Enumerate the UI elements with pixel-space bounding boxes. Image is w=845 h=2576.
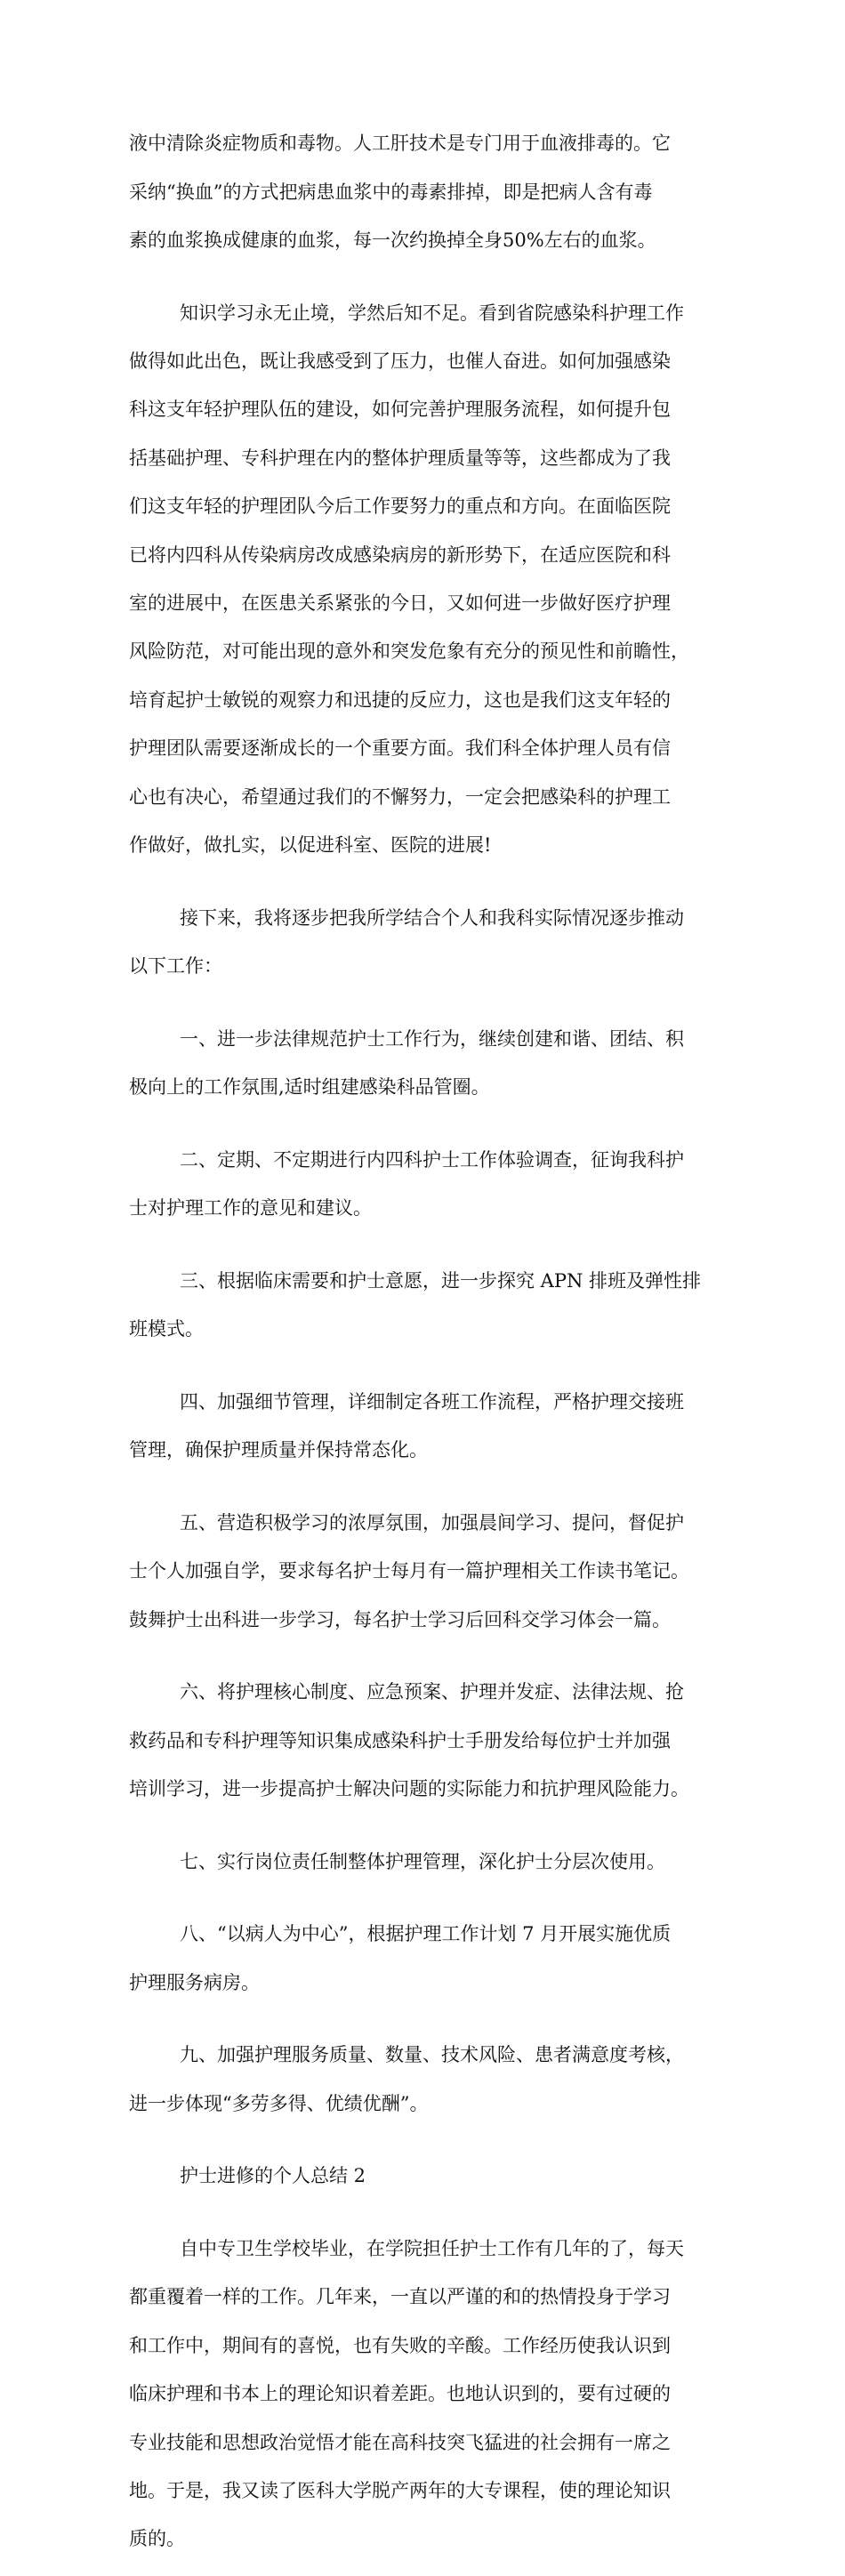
text-line: 护理服务病房。 <box>129 1971 260 1993</box>
text-line: 都重覆着一样的工作。几年来，一直以严谨的和的热情投身于学习 <box>129 2286 671 2308</box>
text-line: 以下工作： <box>129 955 222 978</box>
list-item-6 <box>129 1656 734 1825</box>
text-line: 和工作中，期间有的喜悦，也有失败的辛酸。工作经历使我认识到 <box>129 2334 671 2356</box>
text-line: 液中清除炎症物质和毒物。人工肝技术是专门用于血液排毒的。它 <box>129 133 671 155</box>
text-line: 培训学习，进一步提高护士解决问题的实际能力和抗护理风险能力。 <box>129 1778 689 1800</box>
paragraph-learning-reflection <box>129 277 734 881</box>
list-item-5 <box>129 1487 734 1656</box>
list-item-1 <box>129 1003 734 1124</box>
list-item-2 <box>129 1124 734 1245</box>
text-line: 临床护理和书本上的理论知识着差距。也地认识到的，要有过硬的 <box>129 2383 671 2405</box>
text-line: 们这支年轻的护理团队今后工作要努力的重点和方向。在面临医院 <box>129 495 671 518</box>
text-line: 九、加强护理服务质量、数量、技术风险、患者满意度考核， <box>180 2044 684 2066</box>
list-item-9 <box>129 2019 734 2140</box>
text-line: 六、将护理核心制度、应急预案、护理并发症、法律法规、抢 <box>180 1681 684 1703</box>
section-title: 护士进修的个人总结 2 <box>180 2165 366 2187</box>
text-line: 培育起护士敏锐的观察力和迅捷的反应力，这也是我们这支年轻的 <box>129 688 671 711</box>
text-line: 一、进一步法律规范护士工作行为，继续创建和谐、团结、积 <box>180 1027 684 1050</box>
text-line: 科这支年轻护理队伍的建设，如何完善护理服务流程，如何提升包 <box>129 398 671 421</box>
text-line: 士个人加强自学，要求每名护士每月有一篇护理相关工作读书笔记。 <box>129 1560 689 1582</box>
text-line: 管理，确保护理质量并保持常态化。 <box>129 1439 428 1461</box>
list-item-3 <box>129 1245 734 1366</box>
text-line: 质的。 <box>129 2528 185 2550</box>
text-line: 心也有决心，希望通过我们的不懈努力，一定会把感染科的护理工 <box>129 785 671 808</box>
text-line: 接下来，我将逐步把我所学结合个人和我科实际情况逐步推动 <box>180 906 684 929</box>
list-item-4 <box>129 1366 734 1487</box>
text-line: 室的进展中，在医患关系紧张的今日，又如何进一步做好医疗护理 <box>129 592 671 615</box>
text-line: 五、营造积极学习的浓厚氛围，加强晨间学习、提问，督促护 <box>180 1511 684 1534</box>
text-line: 采纳“换血”的方式把病患血浆中的毒素排掉，即是把病人含有毒 <box>129 181 653 203</box>
list-item-8 <box>129 1898 734 2019</box>
text-line: 八、“以病人为中心”，根据护理工作计划 7 月开展实施优质 <box>180 1923 672 1945</box>
text-line: 括基础护理、专科护理在内的整体护理质量等等，这些都成为了我 <box>129 447 671 469</box>
section-heading <box>129 2140 734 2213</box>
list-item-7 <box>129 1825 734 1898</box>
text-line: 鼓舞护士出科进一步学习，每名护士学习后回科交学习体会一篇。 <box>129 1608 671 1630</box>
text-line: 知识学习永无止境，学然后知不足。看到省院感染科护理工作 <box>180 302 684 324</box>
text-line: 已将内四科从传染病房改成感染病房的新形势下，在适应医院和科 <box>129 543 671 566</box>
text-line: 救药品和专科护理等知识集成感染科护士手册发给每位护士并加强 <box>129 1729 671 1751</box>
text-line: 进一步体现“多劳多得、优绩优酬”。 <box>129 2092 429 2114</box>
text-line: 自中专卫生学校毕业，在学院担任护士工作有几年的了，每天 <box>180 2237 684 2259</box>
text-line: 二、定期、不定期进行内四科护士工作体验调查，征询我科护 <box>180 1148 684 1171</box>
paragraph-career-summary <box>129 2213 734 2576</box>
text-line: 护理团队需要逐渐成长的一个重要方面。我们科全体护理人员有信 <box>129 737 671 760</box>
text-line: 极向上的工作氛围,适时组建感染科品管圈。 <box>129 1076 490 1099</box>
text-line: 素的血浆换成健康的血浆，每一次约换掉全身50%左右的血浆。 <box>129 229 656 252</box>
text-line: 七、实行岗位责任制整体护理管理，深化护士分层次使用。 <box>180 1850 665 1872</box>
text-line: 风险防范，对可能出现的意外和突发危象有充分的预见性和前瞻性， <box>129 640 689 663</box>
paragraph-next-steps-intro <box>129 882 734 1003</box>
document-page <box>129 108 734 2576</box>
text-line: 士对护理工作的意见和建议。 <box>129 1197 372 1220</box>
text-line: 班模式。 <box>129 1318 204 1340</box>
text-line: 三、根据临床需要和护士意愿，进一步探究 APN 排班及弹性排 <box>180 1269 702 1292</box>
text-line: 作做好，做扎实，以促进科室、医院的进展! <box>129 834 492 857</box>
text-line: 专业技能和思想政治觉悟才能在高科技突飞猛进的社会拥有一席之 <box>129 2431 671 2453</box>
paragraph-liver-technique <box>129 108 734 277</box>
text-line: 四、加强细节管理，详细制定各班工作流程，严格护理交接班 <box>180 1390 684 1413</box>
text-line: 做得如此出色，既让我感受到了压力，也催人奋进。如何加强感染 <box>129 350 671 373</box>
text-line: 地。于是，我又读了医科大学脱产两年的大专课程，使的理论知识 <box>129 2479 671 2501</box>
